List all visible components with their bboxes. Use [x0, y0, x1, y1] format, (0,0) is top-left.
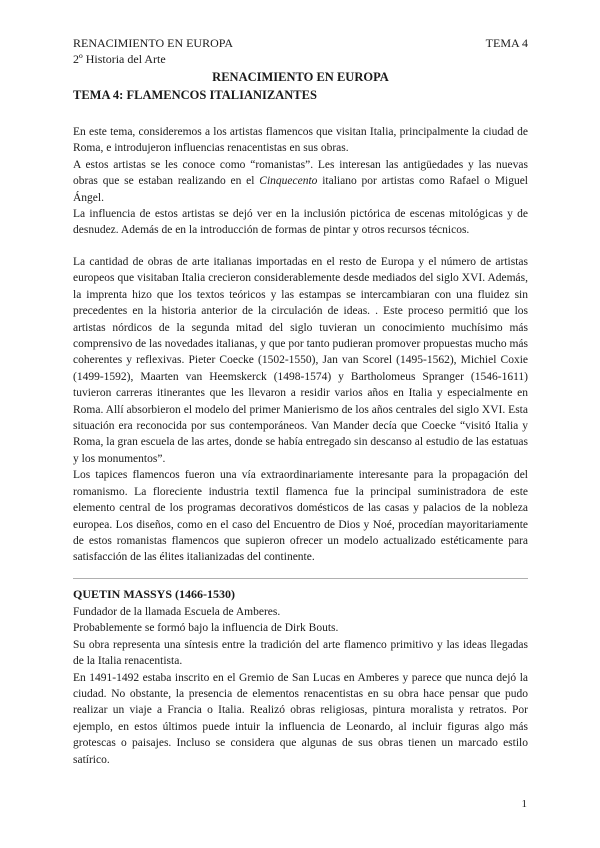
intro-p2-text-before: A estos artistas se les conoce como “romanistas”. Les interesan las antigüedades y las nuevas obras que se estaban realizando en el — [73, 158, 528, 188]
intro-paragraph-1: En este tema, consideremos a los artistas flamencos que visitan Italia, principalmente la ciudad de Roma, e introdujeron influencias renacentistas en sus obras. — [73, 126, 528, 155]
intro-paragraph-2 — [73, 157, 528, 206]
main-paragraph-1: La cantidad de obras de arte italianas importadas en el resto de Europa y el número de artistas europeos que visitaban Italia crecieron considerablemente desde mediados del siglo XVI. Además, la imprenta hizo que los textos teóricos y las estampas se intercambiaran con una fluidez sin precedentes en la historia anterior de la circulación de ideas. . Este proceso permitió que los artistas nórdicos de la segunda mitad del siglo tuvieran un conocimiento muchísimo más comprensivo de las novedades italianas, y que por tanto pudieran promover propuestas mucho más coherentes y reflexivas. Pieter Coecke (1502-1550), Jan van Scorel (1495-1562), Michiel Coxie (1499-1592), Maarten van Heemskerck (1498-1574) y Bartholomeus Spranger (1546-1611) tuvieron carreras itinerantes que les llevaron a residir varios años en Italia y especialmente en Roma. Allí absorbieron el modelo del primer Manierismo de los años centrales del siglo XVI. Esta situación era reconocida por sus contemporáneos. Van Mander decía que Coecke “visitó Italia y Roma, la gran escuela de las artes, donde se había entregado sin descanso al estudio de las estatuas y los monumentos”. — [73, 256, 528, 465]
document-subtitle: TEMA 4: FLAMENCOS ITALIANIZANTES — [73, 88, 317, 102]
header-topic-label: TEMA 4 — [485, 36, 528, 50]
intro-section — [73, 124, 528, 239]
main-paragraph-2: Los tapices flamencos fueron una vía extraordinariamente interesante para la propagación del romanismo. La floreciente industria textil flamenca fue la principal suministradora de este elemento central de los programas decorativos domésticos de las casas y palacios de la nobleza europea. Los diseños, como en el caso del Encuentro de Dios y Noé, procedían mayoritariamente de estos romanistas flamencos que supieron ofrecer un modelo actualizado estéticamente para satisfacción de las élites italianizadas del continente. — [73, 469, 528, 564]
section-divider — [73, 578, 528, 579]
massys-line-1: Fundador de la llamada Escuela de Amberes. — [73, 606, 281, 618]
massys-line-4: En 1491-1492 estaba inscrito en el Gremio de San Lucas en Amberes y parece que nunca dejó la ciudad. No obstante, la presencia de elementos renacentistas en su obra hace pensar que pudo realizar un viaje a Francia o Italia. Realizó obras religiosas, pintura moralista y retratos. Por ejemplo, en estos últimos puede intuir la influencia de Leonardo, al incluir figuras algo más grotescas o paisajes. Incluso se considera que algunas de sus obras tienen un marcado estilo satírico. — [73, 671, 528, 766]
intro-paragraph-3: La influencia de estos artistas se dejó ver en la inclusión pictórica de escenas mitológicas y de desnudez. Además de en la introducción de formas de pintar y otros recursos técnicos. — [73, 208, 528, 237]
section-title: QUETIN MASSYS (1466-1530) — [73, 587, 236, 601]
document-title: RENACIMIENTO EN EUROPA — [212, 70, 389, 84]
massys-section — [73, 604, 528, 768]
header-subject: 2º Historia del Arte — [73, 52, 166, 66]
main-section — [73, 254, 528, 566]
page-number: 1 — [521, 798, 527, 810]
massys-line-2: Probablemente se formó bajo la influencia de Dirk Bouts. — [73, 622, 339, 635]
header-course-title: RENACIMIENTO EN EUROPA — [73, 36, 234, 50]
intro-p2-text-after: italiano por artistas como Rafael o Miguel Ángel. — [73, 175, 528, 204]
massys-line-3: Su obra representa una síntesis entre la tradición del arte flamenco primitivo y las ideas llegadas de la Italia renacentista. — [73, 638, 528, 668]
intro-p2-italic-term: Cinquecento — [259, 175, 318, 188]
